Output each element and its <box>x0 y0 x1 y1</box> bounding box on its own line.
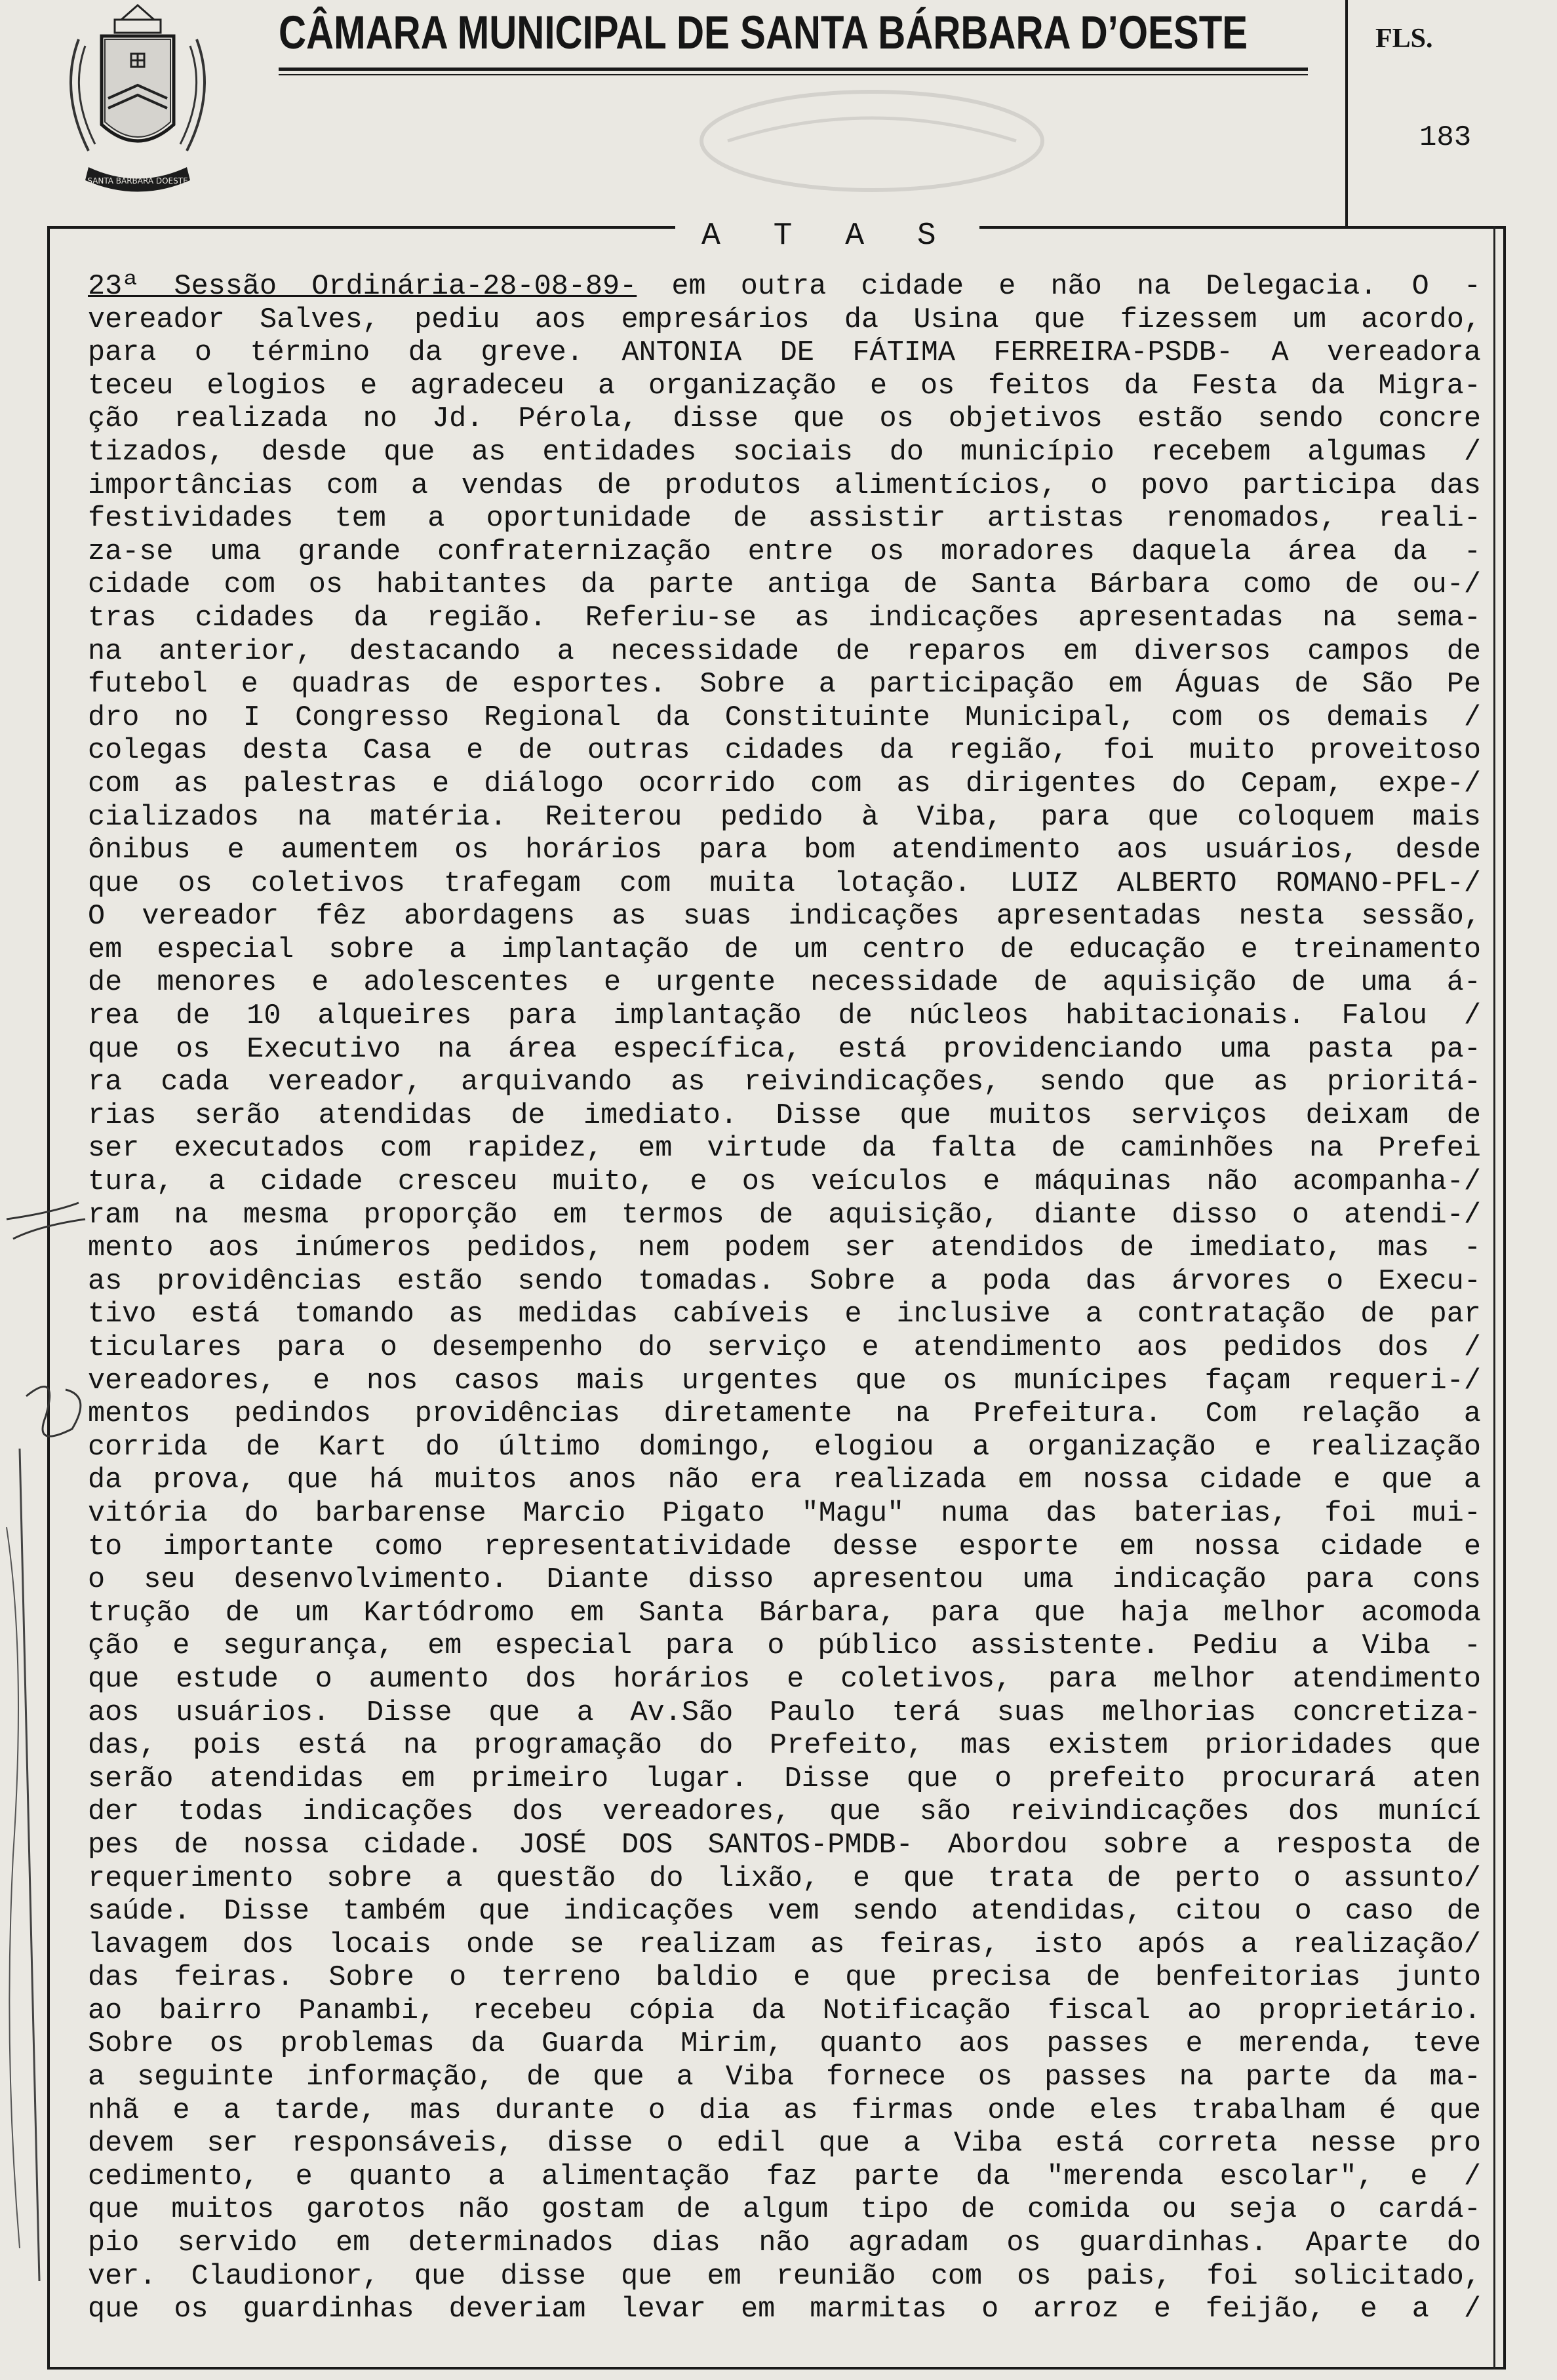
body-line: colegas desta Casa e de outras cidades da região, foi muito proveitoso <box>88 735 1481 768</box>
crest-banner-text: SANTA BARBARA DOESTE <box>87 176 188 185</box>
body-line: de menores e adolescentes e urgente necessidade de aquisição de uma á- <box>88 967 1481 1000</box>
body-line-first: 23ª Sessão Ordinária-28-08-89- em outra cidade e não na Delegacia. O - <box>88 271 1481 303</box>
body-line: vereadores, e nos casos mais urgentes que os munícipes façam requeri-/ <box>88 1365 1481 1397</box>
body-line: O vereador fêz abordagens as suas indicações apresentadas nesta sessão, <box>88 901 1481 933</box>
body-line: teceu elogios e agradeceu a organização e os feitos da Festa da Migra- <box>88 370 1481 402</box>
body-line: ônibus e aumentem os horários para bom atendimento aos usuários, desde <box>88 834 1481 867</box>
body-line: tras cidades da região. Referiu-se as indicações apresentadas na sema- <box>88 602 1481 634</box>
body-line: Sobre os problemas da Guarda Mirim, quanto aos passes e merenda, teve <box>88 2028 1481 2061</box>
body-line: que os Executivo na área específica, está providenciando uma pasta pa- <box>88 1033 1481 1066</box>
body-line: dro no I Congresso Regional da Constituinte Municipal, com os demais / <box>88 701 1481 734</box>
body-line: nhã e a tarde, mas durante o dia as firmas onde eles trabalham é que <box>88 2094 1481 2127</box>
body-line: rias serão atendidas de imediato. Disse que muitos serviços deixam de <box>88 1099 1481 1132</box>
body-line: ser executados com rapidez, em virtude da falta de caminhões na Prefei <box>88 1133 1481 1165</box>
body-line: ao bairro Panambi, recebeu cópia da Notificação fiscal ao proprietário. <box>88 1995 1481 2027</box>
body-line: em especial sobre a implantação de um centro de educação e treinamento <box>88 933 1481 966</box>
body-line: tizados, desde que as entidades sociais do município recebem algumas / <box>88 436 1481 469</box>
body-line: trução de um Kartódromo em Santa Bárbara, para que haja melhor acomoda <box>88 1597 1481 1629</box>
body-line: ra cada vereador, arquivando as reivindicações, sendo que as prioritá- <box>88 1066 1481 1099</box>
body-line: da prova, que há muitos anos não era realizada em nossa cidade e que a <box>88 1464 1481 1497</box>
title-rule-thin <box>279 74 1308 75</box>
faint-stamp-mark <box>688 82 1055 200</box>
body-line: o seu desenvolvimento. Diante disso apresentou uma indicação para cons <box>88 1564 1481 1597</box>
body-line: na anterior, destacando a necessidade de reparos em diversos campos de <box>88 635 1481 668</box>
body-line: pio servido em determinados dias não agradam os guardinhas. Aparte do <box>88 2227 1481 2260</box>
body-line: devem ser responsáveis, disse o edil que a Viba está correta nesse pro <box>88 2128 1481 2160</box>
body-line: que estude o aumento dos horários e coletivos, para melhor atendimento <box>88 1663 1481 1696</box>
title-rule <box>279 68 1308 71</box>
session-heading: 23ª Sessão Ordinária-28-08-89- <box>88 271 637 303</box>
section-title: A T A S <box>675 218 979 254</box>
body-line: vitória do barbarense Marcio Pigato "Magu" numa das baterias, foi mui- <box>88 1497 1481 1530</box>
body-line: tivo está tomando as medidas cabíveis e inclusive a contratação de par <box>88 1298 1481 1331</box>
body-line: importâncias com a vendas de produtos alimentícios, o povo participa das <box>88 469 1481 502</box>
body-line: tura, a cidade cresceu muito, e os veículos e máquinas não acompanha-/ <box>88 1166 1481 1199</box>
body-line: der todas indicações dos vereadores, que são reivindicações dos munící <box>88 1796 1481 1829</box>
body-line: que muitos garotos não gostam de algum tipo de comida ou seja o cardá- <box>88 2194 1481 2227</box>
body-line: requerimento sobre a questão do lixão, e que trata de perto o assunto/ <box>88 1862 1481 1895</box>
body-line: mento aos inúmeros pedidos, nem podem ser atendidos de imediato, mas - <box>88 1232 1481 1265</box>
folio-number: 183 <box>1419 121 1472 154</box>
body-line: ticulares para o desempenho do serviço e atendimento aos pedidos dos / <box>88 1332 1481 1364</box>
body-line: cializados na matéria. Reiterou pedido à Viba, para que coloquem mais <box>88 801 1481 834</box>
body-line: vereador Salves, pediu aos empresários da Usina que fizessem um acordo, <box>88 303 1481 336</box>
body-line <box>88 2327 1481 2360</box>
body-line: a seguinte informação, de que a Viba fornece os passes na parte da ma- <box>88 2061 1481 2094</box>
body-line: futebol e quadras de esportes. Sobre a participação em Águas de São Pe <box>88 669 1481 701</box>
body-line: to importante como representatividade desse esporte em nossa cidade e <box>88 1531 1481 1563</box>
minutes-body <box>88 271 1481 2360</box>
folio-label: FLS. <box>1375 24 1433 54</box>
body-line: festividades tem a oportunidade de assistir artistas renomados, reali- <box>88 503 1481 536</box>
body-line: ção e segurança, em especial para o público assistente. Pediu a Viba - <box>88 1630 1481 1663</box>
body-line: das feiras. Sobre o terreno baldio e que precisa de benfeitorias junto <box>88 1962 1481 1995</box>
body-line: lavagem dos locais onde se realizam as feiras, isto após a realização/ <box>88 1928 1481 1961</box>
body-line: que os coletivos trafegam com muita lotação. LUIZ ALBERTO ROMANO-PFL-/ <box>88 867 1481 900</box>
chamber-title: CÂMARA MUNICIPAL DE SANTA BÁRBARA D’OESTE <box>279 7 1248 59</box>
body-line: rea de 10 alqueires para implantação de núcleos habitacionais. Falou / <box>88 1000 1481 1033</box>
margin-signature <box>0 1200 98 2314</box>
right-margin-line <box>1493 226 1495 2370</box>
body-line: serão atendidas em primeiro lugar. Disse que o prefeito procurará aten <box>88 1763 1481 1795</box>
body-line: as providências estão sendo tomadas. Sobre a poda das árvores o Execu- <box>88 1265 1481 1298</box>
body-line: ver. Claudionor, que disse que em reunião com os pais, foi solicitado, <box>88 2260 1481 2293</box>
body-line: para o término da greve. ANTONIA DE FÁTIMA FERREIRA-PSDB- A vereadora <box>88 337 1481 370</box>
body-line: saúde. Disse também que indicações vem sendo atendidas, citou o caso de <box>88 1896 1481 1928</box>
body-line: que os guardinhas deveriam levar em marmitas o arroz e feijão, e a / <box>88 2293 1481 2326</box>
body-line: ram na mesma proporção em termos de aquisição, diante disso o atendi-/ <box>88 1199 1481 1232</box>
body-line: cedimento, e quanto a alimentação faz parte da "merenda escolar", e / <box>88 2160 1481 2193</box>
body-line: com as palestras e diálogo ocorrido com as dirigentes do Cepam, expe-/ <box>88 768 1481 800</box>
body-line: cidade com os habitantes da parte antiga de Santa Bárbara como de ou-/ <box>88 569 1481 602</box>
body-line: aos usuários. Disse que a Av.São Paulo terá suas melhorias concretiza- <box>88 1696 1481 1729</box>
header-divider <box>1345 0 1348 226</box>
body-line: mentos pedindos providências diretamente na Prefeitura. Com relação a <box>88 1398 1481 1431</box>
body-line: corrida de Kart do último domingo, elogiou a organização e realização <box>88 1431 1481 1464</box>
municipal-crest-logo <box>39 0 236 200</box>
body-line: das, pois está na programação do Prefeito, mas existem prioridades que <box>88 1730 1481 1763</box>
body-line: pes de nossa cidade. JOSÉ DOS SANTOS-PMDB- Abordou sobre a resposta de <box>88 1829 1481 1862</box>
body-line: za-se uma grande confraternização entre os moradores daquela área da - <box>88 536 1481 568</box>
body-line: ção realizada no Jd. Pérola, disse que os objetivos estão sendo concre <box>88 403 1481 436</box>
